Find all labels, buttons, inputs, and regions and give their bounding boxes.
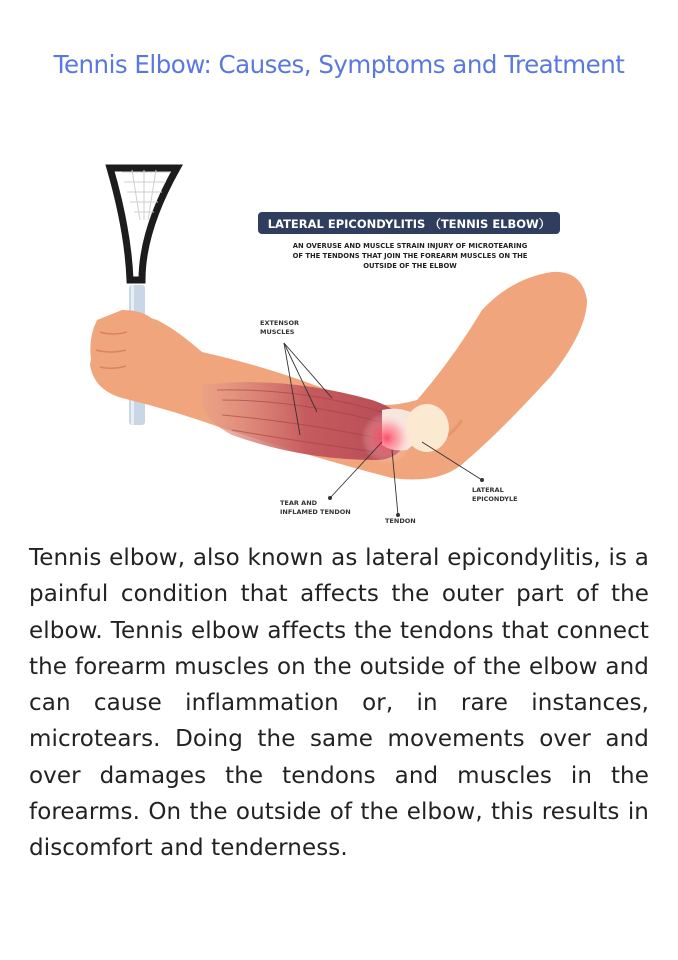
tennis-elbow-illustration <box>82 160 602 530</box>
label-lateral: LATERAL <box>472 486 504 494</box>
label-lateral: EPICONDYLE <box>472 495 518 503</box>
banner-title: LATERAL EPICONDYLITIS （TENNIS ELBOW） <box>267 217 551 231</box>
figure-subtitle-line: AN OVERUSE AND MUSCLE STRAIN INJURY OF MICROTEARING <box>292 242 528 250</box>
label-tear: TEAR AND <box>280 499 318 507</box>
figure-subtitle-line: OUTSIDE OF THE ELBOW <box>363 262 457 270</box>
label-extensor: EXTENSOR <box>260 319 299 327</box>
body-paragraph: Tennis elbow, also known as lateral epicondylitis, is a painful condition that affects the outer part of the elbow. Tennis elbow affects the tendons that connect the forearm muscles on the outside of the elbow and can cause inflammation or, in rare instances, microtears. Doing the same movements over and over damages the tendons and muscles in the forearms. On the outside of the elbow, this results in discomfort and tenderness. <box>29 545 649 862</box>
label-tear: INFLAMED TENDON <box>280 508 351 516</box>
figure-subtitle-line: OF THE TENDONS THAT JOIN THE FOREARM MUSCLES ON THE <box>292 252 528 260</box>
label-extensor: MUSCLES <box>260 328 295 336</box>
page-title: Tennis Elbow: Causes, Symptoms and Treatment <box>53 50 625 79</box>
label-tendon: TENDON <box>385 517 416 525</box>
